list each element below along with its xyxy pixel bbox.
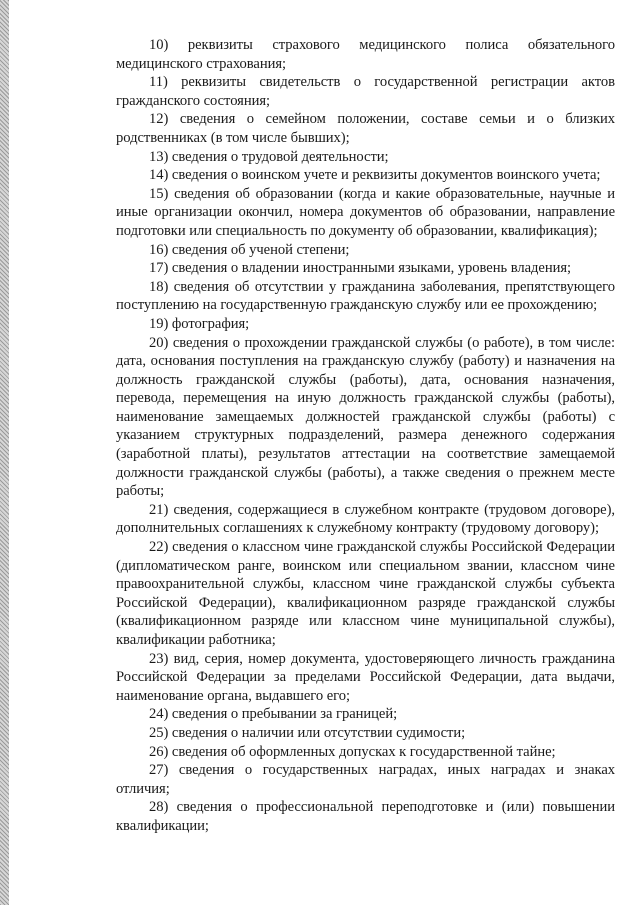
list-item-18: 18) сведения об отсутствии у гражданина заболевания, препятствующего поступлению на государственную гражданскую службу или ее прохождению; xyxy=(116,278,615,314)
list-item-25: 25) сведения о наличии или отсутствии судимости; xyxy=(149,724,466,741)
list-item-24: 24) сведения о пребывании за границей; xyxy=(149,706,398,723)
list-item-22: 22) сведения о классном чине гражданской службы Российской Федерации (дипломатическом ранге, воинском или специальном звании, классном чине правоохранительной службы, классном чине гражданской службы субъекта Российской Федерации), квалификационном разряде гражданской службы (квалификационном разряде или классном чине муниципальной службы), квалификации работника; xyxy=(116,539,615,648)
list-item-10: 10) реквизиты страхового медицинского полиса обязательного медицинского страхования; xyxy=(116,37,615,72)
list-item-28: 28) сведения о профессиональной переподготовке и (или) повышении квалификации; xyxy=(116,799,615,834)
list-item-23: 23) вид, серия, номер документа, удостоверяющего личность гражданина Российской Федерации за пределами Российской Федерации, дата выдачи, наименование органа, выдавшего его; xyxy=(116,650,615,704)
list-item-19: 19) фотография; xyxy=(149,315,250,332)
list-item-20: 20) сведения о прохождении гражданской службы (о работе), в том числе: дата, основания поступления на гражданскую службу (работу) и назначения на должность гражданской службы (работы), дата, основания назначения, перевода, перемещения на иную должность гражданской службы (работы), наименование замещаемых должностей гражданской службы (работы) с указанием структурных подразделений, размера денежного содержания (заработной платы), результатов аттестации на соответствие замещаемой должности гражданской службы (работы), а также сведения о прежнем месте работы; xyxy=(116,334,615,500)
list-item-14: 14) сведения о воинском учете и реквизиты документов воинского учета; xyxy=(149,167,601,184)
list-item-21: 21) сведения, содержащиеся в служебном контракте (трудовом договоре), дополнительных соглашениях к служебному контракту (трудовому договору); xyxy=(116,501,615,537)
list-item-16: 16) сведения об ученой степени; xyxy=(149,241,350,258)
document-page xyxy=(116,36,615,836)
list-item-15: 15) сведения об образовании (когда и какие образовательные, научные и иные организации окончил, номера документов об образовании, направление подготовки или специальность по документу об образовании, квалификация); xyxy=(116,185,615,239)
scan-edge xyxy=(0,0,9,905)
list-item-13: 13) сведения о трудовой деятельности; xyxy=(149,148,389,165)
list-item-17: 17) сведения о владении иностранными языками, уровень владения; xyxy=(149,260,572,277)
list-item-26: 26) сведения об оформленных допусках к государственной тайне; xyxy=(149,743,556,760)
list-item-12: 12) сведения о семейном положении, составе семьи и о близких родственниках (в том числе бывших); xyxy=(116,111,615,146)
list-item-11: 11) реквизиты свидетельств о государственной регистрации актов гражданского состояния; xyxy=(116,74,615,109)
list-item-27: 27) сведения о государственных наградах, иных наградах и знаках отличия; xyxy=(116,762,615,797)
